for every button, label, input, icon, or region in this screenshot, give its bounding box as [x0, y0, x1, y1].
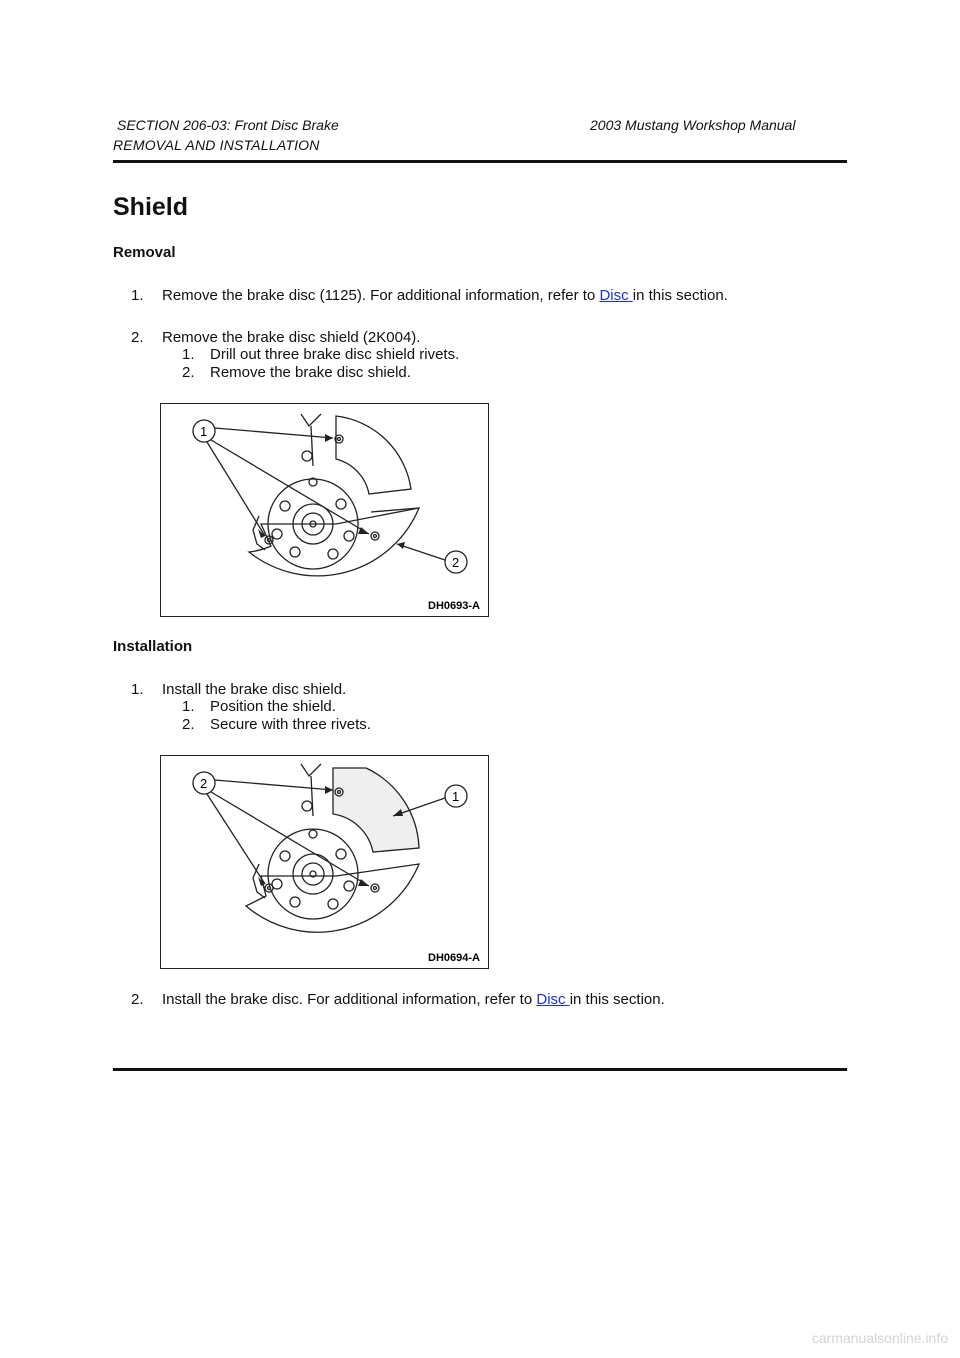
- header-manual-title: 2003 Mustang Workshop Manual: [590, 117, 796, 133]
- installation-step2-text: Install the brake disc. For additional information, refer to Disc in this section.: [162, 991, 665, 1008]
- shield-installation-illustration: [161, 756, 488, 968]
- installation-substep2-number: 2.: [182, 716, 195, 733]
- header-section: SECTION 206-03: Front Disc Brake: [117, 117, 339, 133]
- figure1-code: DH0693-A: [428, 600, 480, 612]
- removal-substep1-text: Drill out three brake disc shield rivets.: [210, 346, 460, 363]
- installation-substep2-text: Secure with three rivets.: [210, 716, 371, 733]
- header-rule: [113, 160, 847, 163]
- installation-heading: Installation: [113, 638, 193, 655]
- figure1-callout-1: 1: [200, 424, 208, 439]
- figure2-code: DH0694-A: [428, 952, 480, 964]
- removal-step2-text: Remove the brake disc shield (2K004).: [162, 329, 421, 346]
- removal-substep1-number: 1.: [182, 346, 195, 363]
- removal-step2-number: 2.: [131, 329, 144, 346]
- shield-removal-illustration: [161, 404, 488, 616]
- removal-step1-text: Remove the brake disc (1125). For additional information, refer to Disc in this section.: [162, 287, 728, 304]
- installation-step1-text: Install the brake disc shield.: [162, 681, 347, 698]
- watermark: carmanualsonline.info: [811, 1330, 948, 1346]
- removal-substep2-number: 2.: [182, 364, 195, 381]
- disc-link-install[interactable]: Disc: [536, 991, 570, 1008]
- figure2-callout-1: 1: [452, 789, 460, 804]
- header-subtitle: REMOVAL AND INSTALLATION: [113, 137, 320, 153]
- figure2-callout-2: 2: [200, 776, 208, 791]
- figure-shield-removal: [160, 403, 489, 617]
- installation-step1-number: 1.: [131, 681, 144, 698]
- installation-substep1-number: 1.: [182, 698, 195, 715]
- removal-heading: Removal: [113, 244, 176, 261]
- figure1-callout-2: 2: [452, 555, 460, 570]
- figure-shield-installation: [160, 755, 489, 969]
- disc-link[interactable]: Disc: [599, 287, 633, 304]
- footer-rule: [113, 1068, 847, 1071]
- removal-substep2-text: Remove the brake disc shield.: [210, 364, 411, 381]
- installation-substep1-text: Position the shield.: [210, 698, 336, 715]
- removal-step1-number: 1.: [131, 287, 144, 304]
- installation-step2-number: 2.: [131, 991, 144, 1008]
- page-title: Shield: [113, 193, 189, 221]
